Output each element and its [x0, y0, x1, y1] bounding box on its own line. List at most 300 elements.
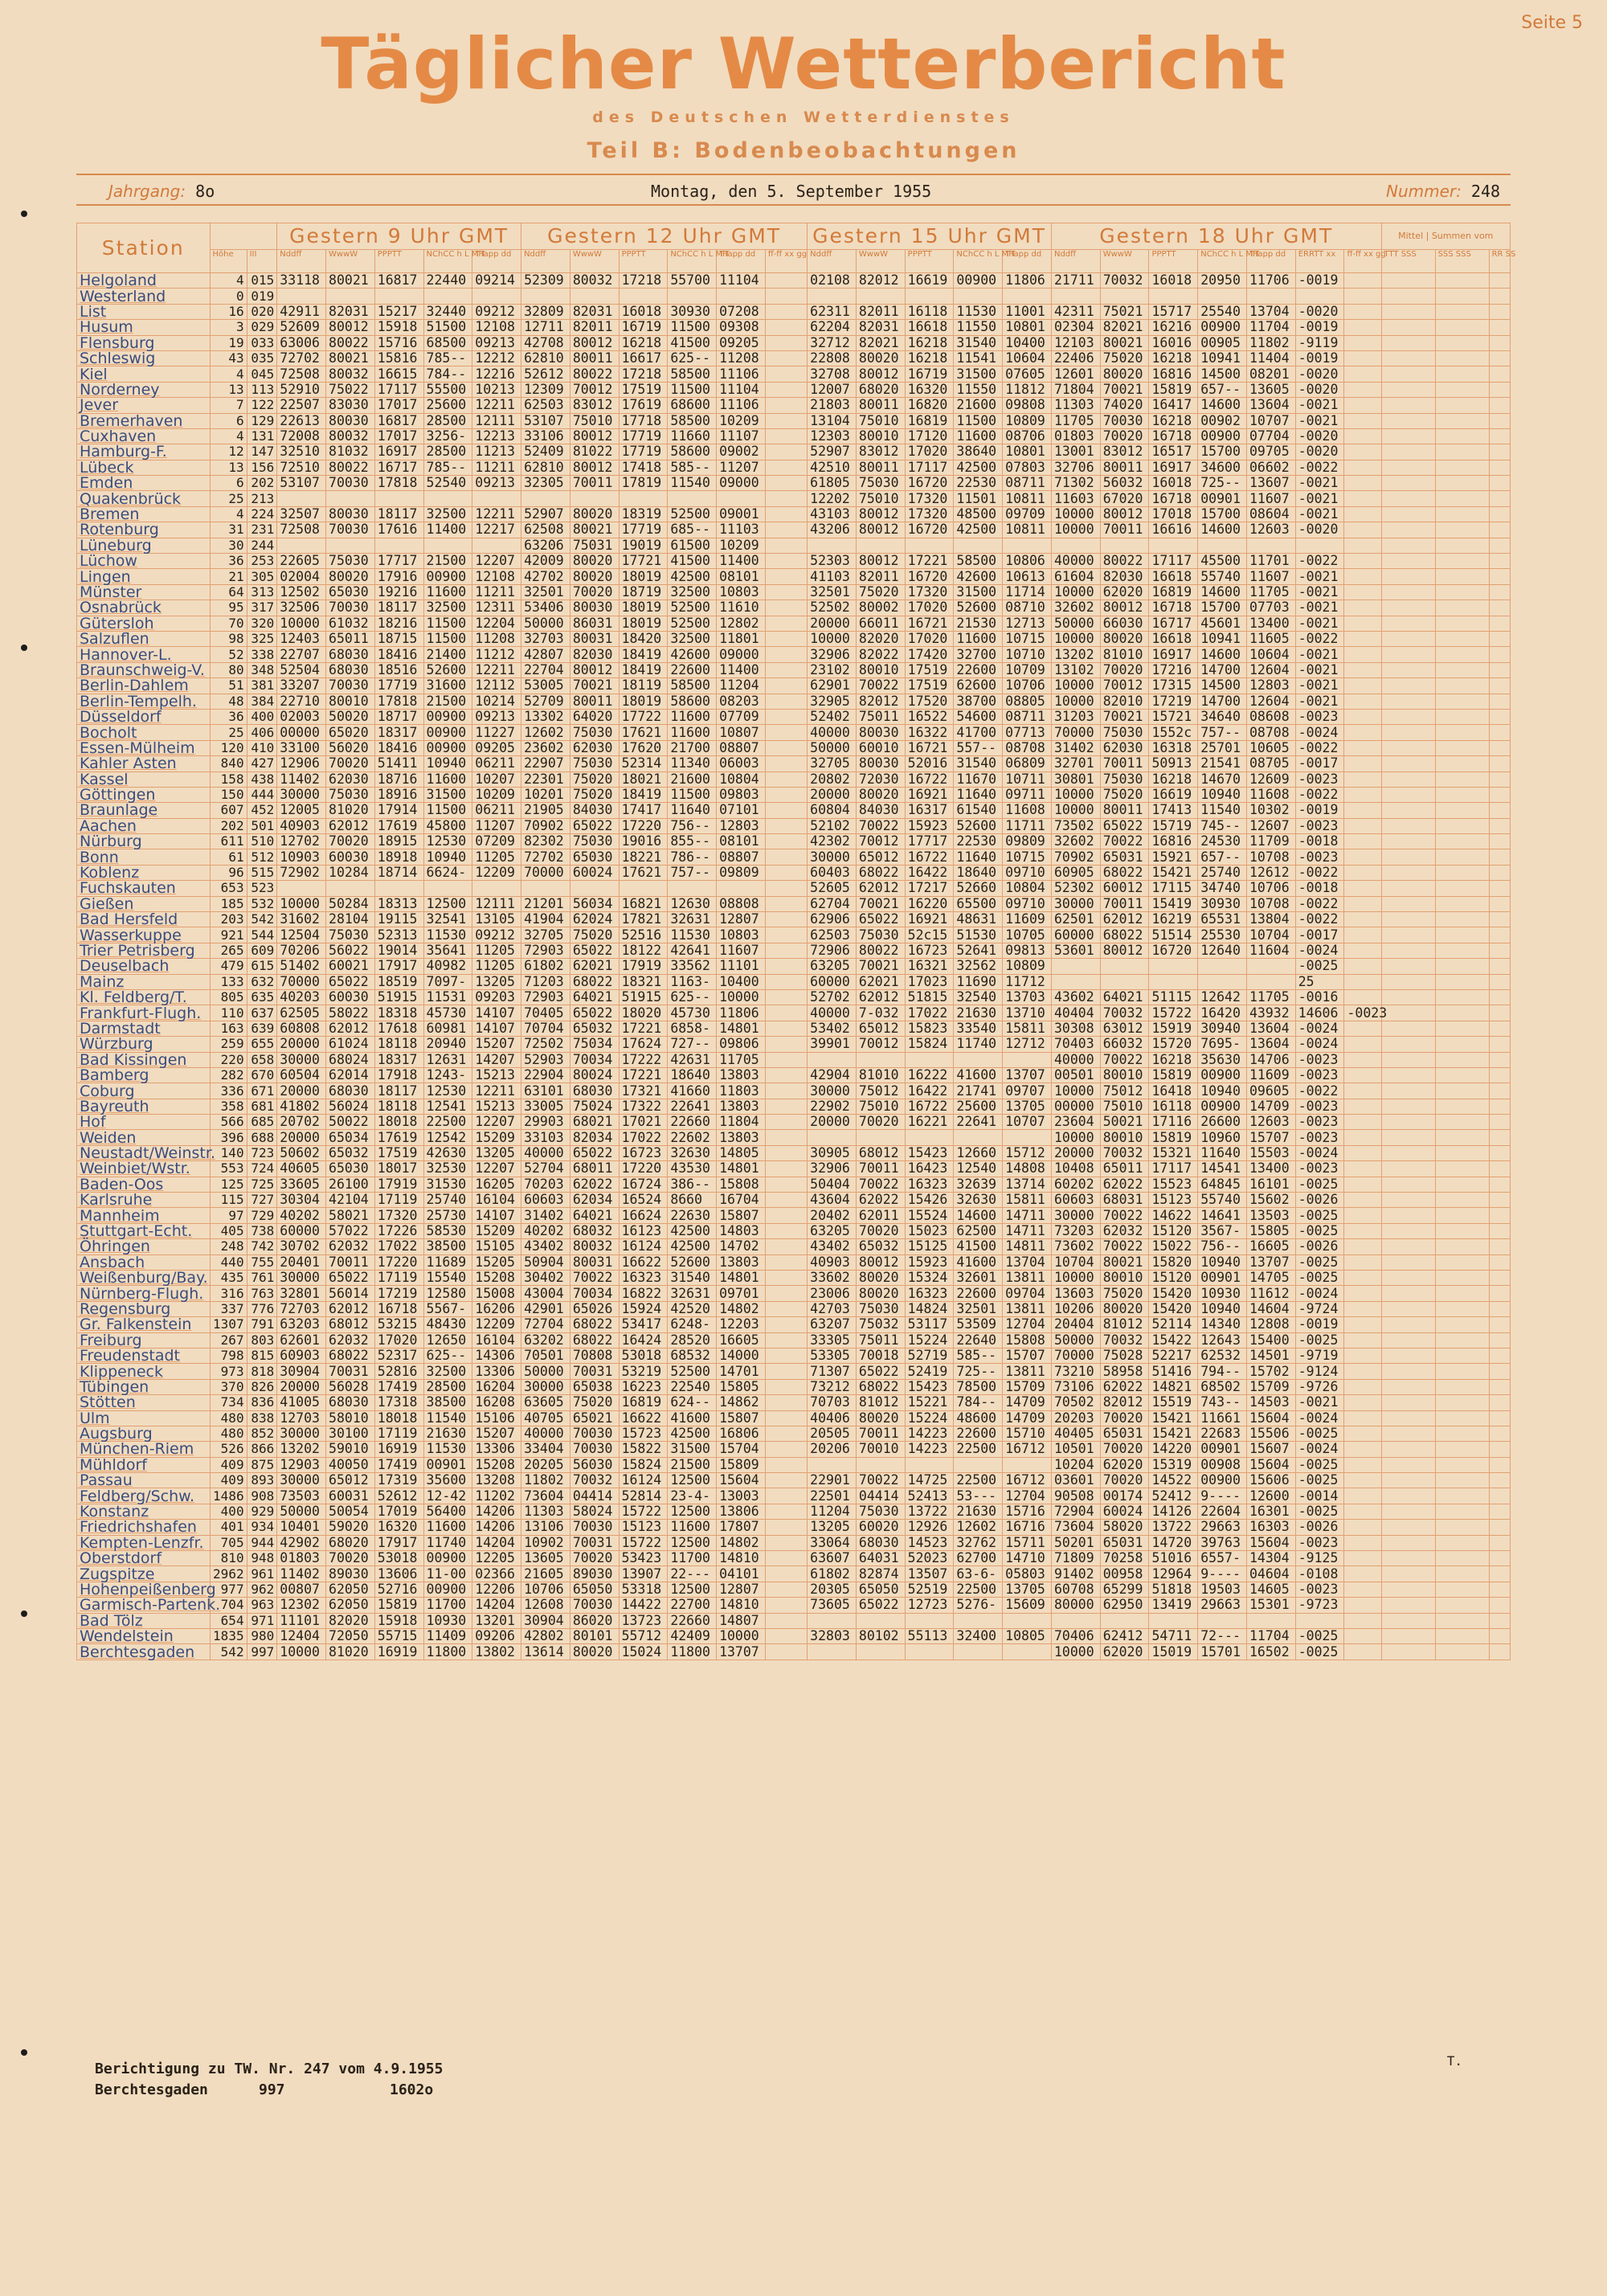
station-name: Koblenz	[77, 865, 211, 880]
table-cell: 55113	[905, 1628, 954, 1643]
table-cell	[1344, 1364, 1381, 1379]
column-header-g12-5: ff-ff xx gg	[765, 250, 807, 273]
station-index: 147	[247, 444, 277, 460]
table-cell: 15209	[472, 1130, 521, 1145]
table-cell: -0023	[1295, 849, 1344, 865]
table-cell: 8660	[668, 1193, 717, 1208]
table-cell	[765, 398, 807, 413]
table-cell: -0020	[1295, 428, 1344, 444]
station-index: 681	[247, 1099, 277, 1114]
table-cell: 12216	[472, 366, 521, 382]
table-cell	[1344, 849, 1381, 865]
table-cell: 07703	[1246, 600, 1295, 616]
table-cell: 11640	[1198, 1145, 1247, 1160]
table-cell	[1381, 1145, 1435, 1160]
table-cell: 80012	[570, 428, 619, 444]
table-cell	[1344, 834, 1381, 849]
table-cell	[765, 491, 807, 506]
station-name: Deuselbach	[77, 959, 211, 974]
table-cell: 65030	[326, 1161, 375, 1177]
table-cell: 11600	[423, 771, 472, 787]
station-height: 80	[210, 662, 247, 677]
table-cell: 10902	[521, 1535, 570, 1550]
table-cell	[1295, 538, 1344, 553]
table-cell: -0023	[1295, 1052, 1344, 1067]
table-cell	[1381, 959, 1435, 974]
table-cell: 41600	[668, 1410, 717, 1426]
table-cell: 13707	[717, 1644, 766, 1660]
table-cell	[765, 1379, 807, 1394]
table-cell: 12500	[423, 896, 472, 911]
table-cell: 17417	[619, 803, 668, 818]
table-cell: 82031	[856, 320, 905, 335]
station-height: 479	[210, 959, 247, 974]
table-cell: 81032	[326, 444, 375, 460]
table-cell: 32562	[954, 959, 1003, 974]
table-cell: 11501	[954, 491, 1003, 506]
table-cell	[1435, 1037, 1489, 1052]
table-cell	[765, 600, 807, 616]
table-cell: 30000	[1051, 1208, 1100, 1223]
table-cell: 11540	[1198, 803, 1247, 818]
table-cell: 32762	[954, 1535, 1003, 1550]
table-cell: 62020	[1100, 1644, 1149, 1660]
table-cell	[1344, 1067, 1381, 1083]
table-cell	[374, 289, 423, 304]
table-cell: 18018	[374, 1115, 423, 1130]
table-cell	[374, 491, 423, 506]
table-cell: 70020	[326, 834, 375, 849]
table-cell: 18118	[374, 1037, 423, 1052]
table-cell	[1344, 1254, 1381, 1270]
table-cell	[423, 289, 472, 304]
table-cell	[1381, 491, 1435, 506]
table-cell: 80022	[326, 460, 375, 475]
table-cell: 32500	[423, 506, 472, 522]
station-height: 6	[210, 476, 247, 491]
table-cell: 70000	[521, 865, 570, 880]
table-cell	[1344, 1239, 1381, 1254]
table-cell: 31203	[1051, 709, 1100, 724]
table-cell: 17621	[619, 725, 668, 740]
table-cell	[1246, 959, 1295, 974]
table-cell: 78500	[954, 1379, 1003, 1394]
table-cell: 70011	[856, 1426, 905, 1441]
table-cell: 10811	[1003, 522, 1052, 538]
table-cell: 21711	[1051, 273, 1100, 289]
table-row	[77, 522, 1511, 538]
table-cell: 52114	[1149, 1317, 1198, 1332]
table-cell: 13306	[472, 1364, 521, 1379]
table-cell	[856, 1052, 905, 1067]
table-cell: 14811	[1003, 1239, 1052, 1254]
table-cell: 08203	[717, 694, 766, 709]
table-cell: 15805	[717, 1379, 766, 1394]
table-cell	[1381, 1613, 1435, 1628]
table-cell	[1344, 1052, 1381, 1067]
table-cell: 16123	[619, 1223, 668, 1238]
table-cell	[1489, 569, 1510, 584]
table-cell: 72702	[521, 849, 570, 865]
table-cell: 11705	[1246, 584, 1295, 600]
station-height: 158	[210, 771, 247, 787]
table-cell	[1344, 1504, 1381, 1519]
table-cell: 14522	[1149, 1473, 1198, 1488]
table-cell: 20000	[1051, 1145, 1100, 1160]
table-cell: 15702	[1246, 1364, 1295, 1379]
table-cell	[765, 1177, 807, 1192]
table-cell: 10000	[808, 631, 857, 646]
table-row	[77, 881, 1511, 896]
table-cell: 10401	[277, 1520, 326, 1535]
table-cell: 17321	[619, 1083, 668, 1099]
table-cell	[1381, 1332, 1435, 1348]
table-cell	[1435, 834, 1489, 849]
table-cell: 52612	[521, 366, 570, 382]
table-cell: 42911	[277, 304, 326, 319]
table-cell: 12211	[472, 506, 521, 522]
table-cell: 10000	[717, 989, 766, 1005]
table-cell: 16617	[619, 350, 668, 366]
table-cell: 19014	[374, 943, 423, 958]
table-cell: 32510	[277, 444, 326, 460]
table-cell: 80022	[326, 335, 375, 350]
table-cell: -0025	[1295, 1628, 1344, 1643]
table-cell: 20000	[808, 1115, 857, 1130]
table-row	[77, 476, 1511, 491]
table-cell	[1344, 1410, 1381, 1426]
table-cell: 42500	[668, 569, 717, 584]
table-cell: 60504	[277, 1067, 326, 1083]
table-cell	[765, 694, 807, 709]
table-cell	[1489, 1504, 1510, 1519]
table-cell: 80021	[1100, 335, 1149, 350]
table-cell	[765, 678, 807, 694]
table-cell	[1381, 725, 1435, 740]
table-cell: 86020	[570, 1613, 619, 1628]
table-cell: 10711	[1003, 771, 1052, 787]
table-cell: 32501	[954, 1301, 1003, 1316]
table-cell: 14622	[1149, 1208, 1198, 1223]
table-cell	[1198, 289, 1247, 304]
table-row	[77, 694, 1511, 709]
table-cell	[1381, 818, 1435, 833]
table-cell	[1381, 320, 1435, 335]
table-cell: 18221	[619, 849, 668, 865]
table-cell: 42902	[277, 1535, 326, 1550]
table-cell: 25530	[1198, 927, 1247, 943]
table-cell: 15106	[472, 1410, 521, 1426]
table-cell: 17117	[1149, 554, 1198, 569]
table-cell: 56030	[570, 1457, 619, 1472]
table-cell	[765, 1099, 807, 1114]
table-cell: 62412	[1100, 1628, 1149, 1643]
table-cell: 80012	[856, 1254, 905, 1270]
table-cell: 12206	[472, 1582, 521, 1597]
table-cell: 50000	[808, 740, 857, 755]
table-cell: 12604	[1246, 662, 1295, 677]
table-row	[77, 1520, 1511, 1535]
table-cell: 15022	[1149, 1239, 1198, 1254]
table-cell: 13201	[472, 1613, 521, 1628]
table-cell: 13507	[905, 1566, 954, 1582]
table-row	[77, 740, 1511, 755]
station-name: Bamberg	[77, 1067, 211, 1083]
table-cell: 42630	[423, 1145, 472, 1160]
table-cell: 15824	[619, 1457, 668, 1472]
table-cell: 56032	[1100, 476, 1149, 491]
table-cell: 17319	[374, 1473, 423, 1488]
table-cell: 62022	[570, 1177, 619, 1192]
table-cell: 18017	[374, 1161, 423, 1177]
table-cell: 17020	[905, 631, 954, 646]
table-cell: 10613	[1003, 569, 1052, 584]
table-cell: 855--	[668, 834, 717, 849]
table-cell: 60021	[326, 959, 375, 974]
table-cell: 17418	[619, 460, 668, 475]
table-cell: 17022	[905, 1005, 954, 1021]
table-cell: 16618	[1149, 569, 1198, 584]
table-cell: 10000	[1051, 506, 1100, 522]
table-cell: 55712	[619, 1628, 668, 1643]
table-cell: 12803	[717, 818, 766, 833]
table-cell	[570, 881, 619, 896]
table-cell: 16317	[905, 803, 954, 818]
table-cell	[856, 1613, 905, 1628]
table-cell: 12211	[472, 662, 521, 677]
table-cell: 72903	[521, 943, 570, 958]
table-cell: -0020	[1295, 444, 1344, 460]
table-cell: 48631	[954, 912, 1003, 927]
table-cell	[326, 289, 375, 304]
station-height: 259	[210, 1037, 247, 1052]
table-cell: 41500	[668, 335, 717, 350]
table-cell: 22640	[954, 1332, 1003, 1348]
table-cell: 756--	[668, 818, 717, 833]
table-cell: 17217	[905, 881, 954, 896]
table-cell: 68030	[570, 1083, 619, 1099]
station-height: 336	[210, 1083, 247, 1099]
table-cell: 70022	[1100, 1208, 1149, 1223]
table-cell: 11690	[954, 974, 1003, 989]
table-cell: 68022	[856, 865, 905, 880]
table-cell: 15023	[905, 1223, 954, 1238]
station-height: 435	[210, 1271, 247, 1286]
table-cell: 35630	[1198, 1052, 1247, 1067]
table-cell	[765, 771, 807, 787]
table-cell	[765, 1317, 807, 1332]
table-cell	[1381, 1457, 1435, 1472]
table-cell: 16420	[1198, 1005, 1247, 1021]
table-cell: 60903	[277, 1348, 326, 1363]
table-cell: 80012	[1100, 943, 1149, 958]
station-name: Bonn	[77, 849, 211, 865]
table-cell: 16218	[619, 335, 668, 350]
table-cell: 70011	[856, 1161, 905, 1177]
table-cell: 14107	[472, 1208, 521, 1223]
table-cell: 12112	[472, 678, 521, 694]
station-header: Station	[77, 223, 211, 273]
station-index: 615	[247, 959, 277, 974]
table-cell: 65531	[1198, 912, 1247, 927]
table-cell	[472, 881, 521, 896]
station-height: 611	[210, 834, 247, 849]
table-cell: 17618	[374, 1021, 423, 1036]
table-cell: 12504	[277, 927, 326, 943]
table-row	[77, 1271, 1511, 1286]
table-cell: 10207	[472, 771, 521, 787]
table-cell	[808, 1130, 857, 1145]
table-row	[77, 1395, 1511, 1410]
table-cell	[765, 1598, 807, 1613]
station-index: 866	[247, 1442, 277, 1457]
table-cell: 30000	[277, 1271, 326, 1286]
table-cell: 10803	[717, 584, 766, 600]
table-cell	[1381, 631, 1435, 646]
station-index: 122	[247, 398, 277, 413]
table-cell: 53215	[374, 1317, 423, 1332]
correction-value-2: 1602o	[390, 2081, 434, 2098]
station-name: Stötten	[77, 1395, 211, 1410]
table-cell: 70022	[856, 1473, 905, 1488]
table-cell	[1381, 569, 1435, 584]
table-cell: 10930	[1198, 1286, 1247, 1301]
table-cell: 70031	[326, 1364, 375, 1379]
station-height: 607	[210, 803, 247, 818]
station-index: 515	[247, 865, 277, 880]
table-cell: 60603	[1051, 1193, 1100, 1208]
table-cell: 11211	[472, 584, 521, 600]
table-cell	[765, 1410, 807, 1426]
table-cell: 10805	[1003, 1628, 1052, 1643]
table-cell	[1381, 366, 1435, 382]
table-cell	[1489, 506, 1510, 522]
table-cell	[765, 1332, 807, 1348]
table-cell: 00807	[277, 1582, 326, 1597]
table-cell: -0026	[1295, 1193, 1344, 1208]
table-cell: 63203	[277, 1317, 326, 1332]
station-name: Feldberg/Schw.	[77, 1488, 211, 1504]
table-cell: 66032	[1100, 1037, 1149, 1052]
table-cell: 10705	[1003, 927, 1052, 943]
table-cell: 22902	[808, 1099, 857, 1114]
table-cell: 14523	[905, 1535, 954, 1550]
table-cell: 70032	[1100, 1005, 1149, 1021]
table-cell: 22613	[277, 413, 326, 428]
table-cell: 80020	[856, 350, 905, 366]
table-cell	[765, 1551, 807, 1566]
table-cell	[1381, 1239, 1435, 1254]
table-cell: 14702	[717, 1239, 766, 1254]
station-height: 16	[210, 304, 247, 319]
table-cell: 18318	[374, 1005, 423, 1021]
table-cell: 12212	[472, 350, 521, 366]
table-cell: 12580	[423, 1286, 472, 1301]
table-cell	[1435, 1644, 1489, 1660]
table-cell: -0020	[1295, 382, 1344, 397]
table-cell	[765, 1301, 807, 1316]
table-cell: 73203	[1051, 1223, 1100, 1238]
table-row	[77, 725, 1511, 740]
table-cell: 33064	[808, 1535, 857, 1550]
table-cell: 65050	[570, 1582, 619, 1597]
table-cell: 15819	[374, 1598, 423, 1613]
table-cell: 52704	[521, 1161, 570, 1177]
table-cell: 12807	[717, 912, 766, 927]
table-cell: 80030	[326, 506, 375, 522]
table-cell	[1435, 273, 1489, 289]
table-cell: 10000	[1051, 1271, 1100, 1286]
table-cell	[1435, 460, 1489, 475]
table-cell	[1489, 989, 1510, 1005]
station-name: Weißenburg/Bay.	[77, 1271, 211, 1286]
table-cell	[1344, 631, 1381, 646]
table-cell: 15120	[1149, 1271, 1198, 1286]
table-cell	[1435, 818, 1489, 833]
table-cell: 61032	[326, 616, 375, 631]
table-cell: 02004	[277, 569, 326, 584]
table-cell: 12203	[717, 1317, 766, 1332]
table-cell: 17119	[374, 1271, 423, 1286]
table-cell: 16320	[374, 1520, 423, 1535]
table-cell: 70000	[277, 974, 326, 989]
table-cell: 70031	[570, 1364, 619, 1379]
table-cell: 75020	[856, 584, 905, 600]
table-cell: 52413	[905, 1488, 954, 1504]
table-cell: 00900	[423, 740, 472, 755]
table-cell	[1381, 1005, 1435, 1021]
table-cell: 12704	[1003, 1488, 1052, 1504]
table-cell	[1381, 476, 1435, 491]
station-index: 512	[247, 849, 277, 865]
table-cell: -0017	[1295, 927, 1344, 943]
table-cell	[1381, 1628, 1435, 1643]
table-row	[77, 1488, 1511, 1504]
table-cell: 10804	[717, 771, 766, 787]
table-cell: 16524	[619, 1193, 668, 1208]
table-cell: 45730	[668, 1005, 717, 1021]
station-index: 637	[247, 1005, 277, 1021]
station-height: 110	[210, 1005, 247, 1021]
table-cell: 33404	[521, 1442, 570, 1457]
table-cell: 75022	[326, 382, 375, 397]
table-cell: 80102	[856, 1628, 905, 1643]
table-cell: 40202	[277, 1208, 326, 1223]
table-cell: 17216	[1149, 662, 1198, 677]
table-cell: 12217	[472, 522, 521, 538]
table-cell: -0017	[1295, 756, 1344, 771]
table-row	[77, 1426, 1511, 1441]
table-cell: 09709	[1003, 506, 1052, 522]
table-cell	[1435, 803, 1489, 818]
station-name: Berlin-Tempelh.	[77, 694, 211, 709]
table-cell: 70011	[570, 476, 619, 491]
table-cell: 71203	[521, 974, 570, 989]
table-cell: 58500	[954, 554, 1003, 569]
table-cell: 12608	[521, 1598, 570, 1613]
table-cell: 16018	[619, 304, 668, 319]
table-cell	[765, 756, 807, 771]
table-cell: 14204	[472, 1598, 521, 1613]
table-cell	[1489, 1115, 1510, 1130]
table-cell	[1344, 974, 1381, 989]
punch-hole	[21, 2049, 27, 2056]
table-cell: 81012	[856, 1395, 905, 1410]
table-cell: 38640	[954, 444, 1003, 460]
table-cell: 33005	[521, 1099, 570, 1114]
table-cell: 52314	[619, 756, 668, 771]
table-cell: 70030	[570, 1598, 619, 1613]
